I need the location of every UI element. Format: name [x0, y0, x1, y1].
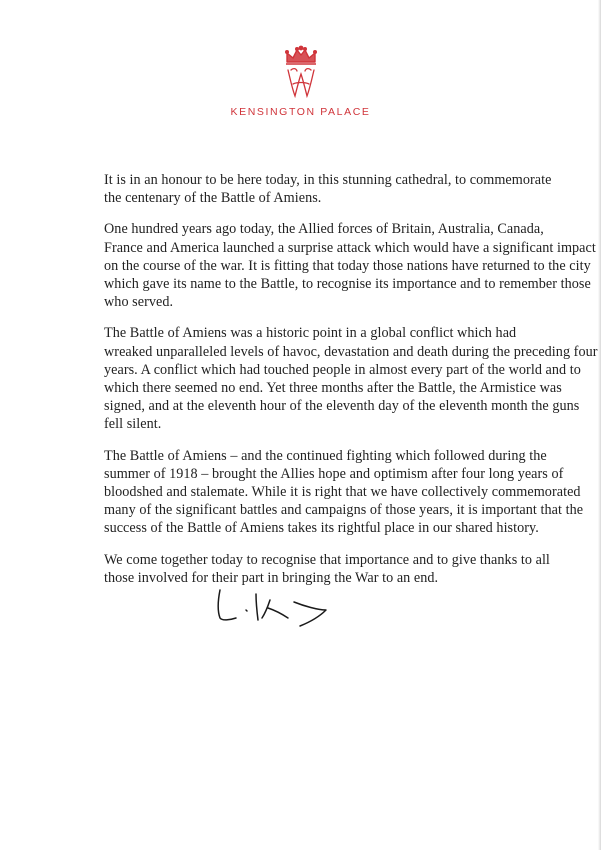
- text-line: fell silent.: [104, 416, 162, 433]
- text-line: years. A conflict which had touched people in almost every part of the world and to: [104, 361, 581, 378]
- text-line: summer of 1918 – brought the Allies hope and optimism after four long years of: [104, 465, 564, 482]
- text-line: One hundred years ago today, the Allied forces of Britain, Australia, Canada,: [104, 221, 544, 238]
- letterhead-title: KENSINGTON PALACE: [230, 106, 371, 118]
- text-line: We come together today to recognise that importance and to give thanks to all: [104, 551, 550, 568]
- text-line: those involved for their part in bringing the War to an end.: [104, 569, 439, 586]
- letter-paragraph: [68, 447, 584, 538]
- text-line: It is in an honour to be here today, in this stunning cathedral, to commemorate: [104, 172, 552, 188]
- letter-body: [68, 171, 598, 600]
- text-line: many of the significant battles and campaigns of those years, it is important that the: [104, 502, 584, 519]
- text-line: on the course of the war. It is fitting that today those nations have returned to the city: [104, 257, 591, 274]
- letter-paragraph: [68, 171, 552, 207]
- text-line: the centenary of the Battle of Amiens.: [104, 190, 322, 207]
- handwritten-signature: [212, 580, 332, 630]
- text-line: The Battle of Amiens was a historic point in a global conflict which had: [104, 325, 517, 342]
- text-line: signed, and at the eleventh hour of the eleventh day of the eleventh month the guns: [104, 398, 580, 415]
- letter-paragraph: [68, 220, 596, 311]
- text-line: which there seemed no end. Yet three months after the Battle, the Armistice was: [104, 380, 562, 397]
- letterhead: [0, 44, 601, 118]
- text-line: which gave its name to the Battle, to recognise its importance and to remember those: [104, 276, 591, 293]
- letter-paragraph: [68, 324, 598, 433]
- text-line: bloodshed and stalemate. While it is right that we have collectively commemorated: [104, 484, 581, 501]
- text-line: wreaked unparalleled levels of havoc, devastation and death during the preceding four: [104, 343, 598, 360]
- text-line: The Battle of Amiens – and the continued fighting which followed during the: [104, 447, 547, 464]
- royal-crown-cypher-icon: [281, 44, 321, 102]
- text-line: success of the Battle of Amiens takes its rightful place in our shared history.: [104, 520, 539, 537]
- text-line: France and America launched a surprise attack which would have a significant impact: [104, 239, 596, 256]
- text-line: who served.: [104, 294, 174, 311]
